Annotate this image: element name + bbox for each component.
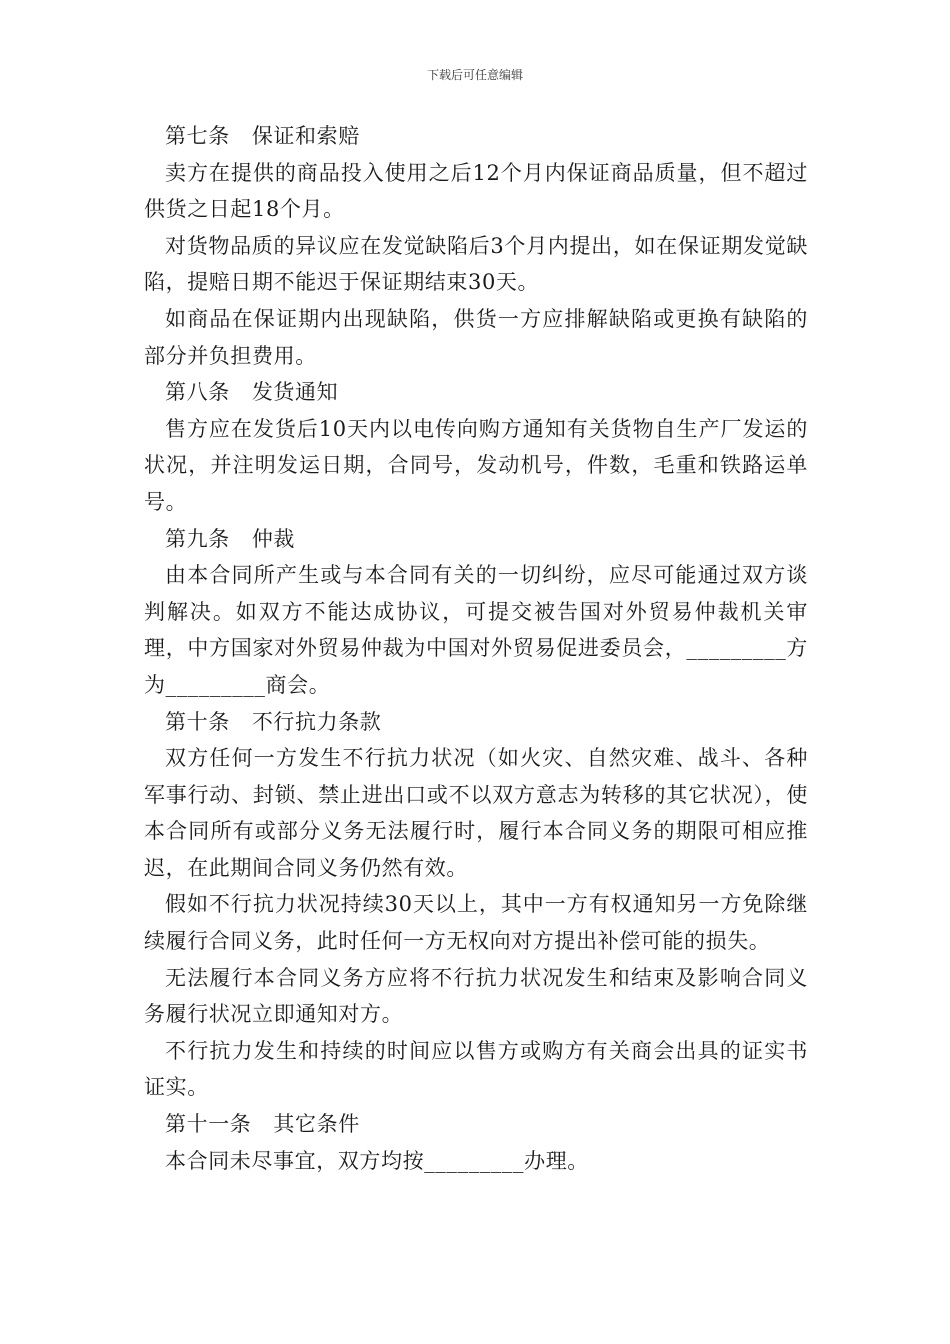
paragraph: 由本合同所产生或与本合同有关的一切纠纷，应尽可能通过双方谈判解决。如双方不能达成协议，可提交被告国对外贸易仲裁机关审理，中方国家对外贸易仲裁为中国对外贸易促进委员会，_________方为_________商会。 [144,563,808,697]
article-title: 保证和索赔 [251,124,360,148]
article-8 [144,374,808,520]
article-number: 第八条 [165,380,230,405]
document-body [144,118,808,1179]
article-heading [144,374,808,411]
paragraph: 售方应在发货后10天内以电传向购方通知有关货物自生产厂发运的状况，并注明发运日期，合同号，发动机号，件数，毛重和铁路运单号。 [144,416,808,514]
article-number: 第十一条 [165,1112,252,1137]
article-number: 第七条 [165,124,230,148]
article-11 [144,1106,808,1179]
article-number: 第九条 [165,526,230,551]
article-number: 第十条 [165,709,230,734]
article-7 [144,118,808,374]
article-title: 其它条件 [273,1112,360,1137]
page-header-note: 下载后可任意编辑 [426,68,523,82]
article-title: 仲裁 [251,526,296,551]
article-10 [144,704,808,1107]
paragraph: 本合同未尽事宜，双方均按_________办理。 [165,1148,589,1173]
paragraph: 假如不行抗力状况持续30天以上，其中一方有权通知另一方免除继续履行合同义务，此时任何一方无权向对方提出补偿可能的损失。 [144,892,808,954]
paragraph: 卖方在提供的商品投入使用之后12个月内保证商品质量，但不超过供货之日起18个月。 [144,160,808,222]
article-heading [144,521,808,558]
paragraph: 不行抗力发生和持续的时间应以售方或购方有关商会出具的证实书证实。 [144,1038,808,1100]
article-heading [144,1106,808,1143]
article-9 [144,521,808,704]
paragraph: 对货物品质的异议应在发觉缺陷后3个月内提出，如在保证期发觉缺陷，提赔日期不能迟于保证期结束30天。 [144,233,808,295]
paragraph: 无法履行本合同义务方应将不行抗力状况发生和结束及影响合同义务履行状况立即通知对方。 [144,965,808,1027]
paragraph: 如商品在保证期内出现缺陷，供货一方应排解缺陷或更换有缺陷的部分并负担费用。 [144,306,808,368]
article-heading [144,704,808,741]
paragraph: 双方任何一方发生不行抗力状况（如火灾、自然灾难、战斗、各种军事行动、封锁、禁止进出口或不以双方意志为转移的其它状况），使本合同所有或部分义务无法履行时，履行本合同义务的期限可相应推迟，在此期间合同义务仍然有效。 [144,746,808,880]
article-title: 不行抗力条款 [251,709,382,734]
article-title: 发货通知 [251,380,339,405]
article-heading [144,118,808,155]
